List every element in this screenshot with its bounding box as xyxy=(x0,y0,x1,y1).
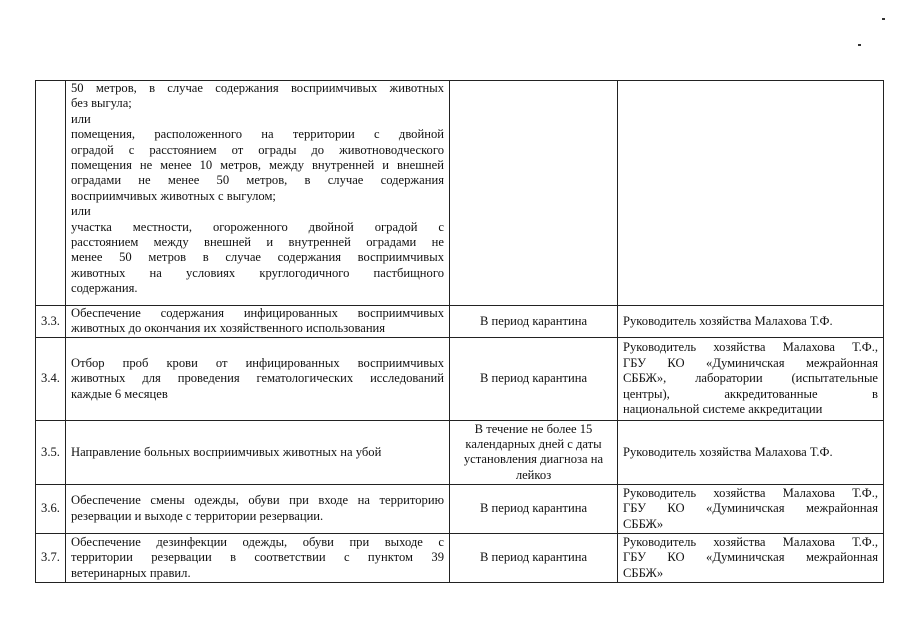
table-row xyxy=(36,420,884,484)
measure-period: В период карантина xyxy=(450,533,618,582)
table-row xyxy=(36,81,884,306)
item-number: 3.5. xyxy=(36,420,66,484)
measure-period: В период карантина xyxy=(450,337,618,420)
item-number: 3.6. xyxy=(36,484,66,533)
table-row xyxy=(36,306,884,338)
scan-speck xyxy=(882,18,885,20)
measure-description: Направление больных восприимчивых животных на убой xyxy=(66,420,450,484)
measure-responsible xyxy=(618,81,884,306)
measure-period: В течение не более 15 календарных дней с даты установления диагноза на лейкоз xyxy=(450,420,618,484)
measure-description: Обеспечение дезинфекции одежды, обуви при выходе с территории резервации в соответствии с пунктом 39 ветеринарных правил. xyxy=(66,533,450,582)
measure-responsible: Руководитель хозяйства Малахова Т.Ф., ГБУ КО «Думиничская межрайонная СББЖ» xyxy=(618,484,884,533)
measure-period: В период карантина xyxy=(450,306,618,338)
measure-description: Обеспечение смены одежды, обуви при входе на территорию резервации и выходе с территории резервации. xyxy=(66,484,450,533)
measure-description: Отбор проб крови от инфицированных восприимчивых животных для проведения гематологических исследований каждые 6 месяцев xyxy=(66,337,450,420)
measure-period xyxy=(450,81,618,306)
measure-period: В период карантина xyxy=(450,484,618,533)
measure-responsible: Руководитель хозяйства Малахова Т.Ф. xyxy=(618,420,884,484)
measure-responsible: Руководитель хозяйства Малахова Т.Ф., ГБУ КО «Думиничская межрайонная СББЖ» xyxy=(618,533,884,582)
measure-description: 50 метров, в случае содержания восприимчивых животных без выгула; или помещения, расположенного на территории с двойной оградой с расстоянием от ограды до животноводческого помещения не менее 10 метров, между внутренней и внешней оградами не менее 50 метров, в случае содержания восприимчивых животных с выгулом; или участка местности, огороженного двойной оградой с расстоянием между внешней и внутренней оградами не менее 50 метров в случае содержания восприимчивых животных на условиях круглогодичного пастбищного содержания. xyxy=(66,81,450,306)
table-row xyxy=(36,533,884,582)
scan-speck xyxy=(858,44,861,46)
item-number: 3.4. xyxy=(36,337,66,420)
measures-table xyxy=(35,80,884,583)
item-number: 3.7. xyxy=(36,533,66,582)
measure-responsible: Руководитель хозяйства Малахова Т.Ф. xyxy=(618,306,884,338)
measure-responsible: Руководитель хозяйства Малахова Т.Ф., ГБУ КО «Думиничская межрайонная СББЖ», лаборатории (испытательные центры), аккредитованные в национальной системе аккредитации xyxy=(618,337,884,420)
item-number xyxy=(36,81,66,306)
measures-table-body xyxy=(36,81,884,583)
table-row xyxy=(36,484,884,533)
table-row xyxy=(36,337,884,420)
item-number: 3.3. xyxy=(36,306,66,338)
measure-description: Обеспечение содержания инфицированных восприимчивых животных до окончания их хозяйственного использования xyxy=(66,306,450,338)
